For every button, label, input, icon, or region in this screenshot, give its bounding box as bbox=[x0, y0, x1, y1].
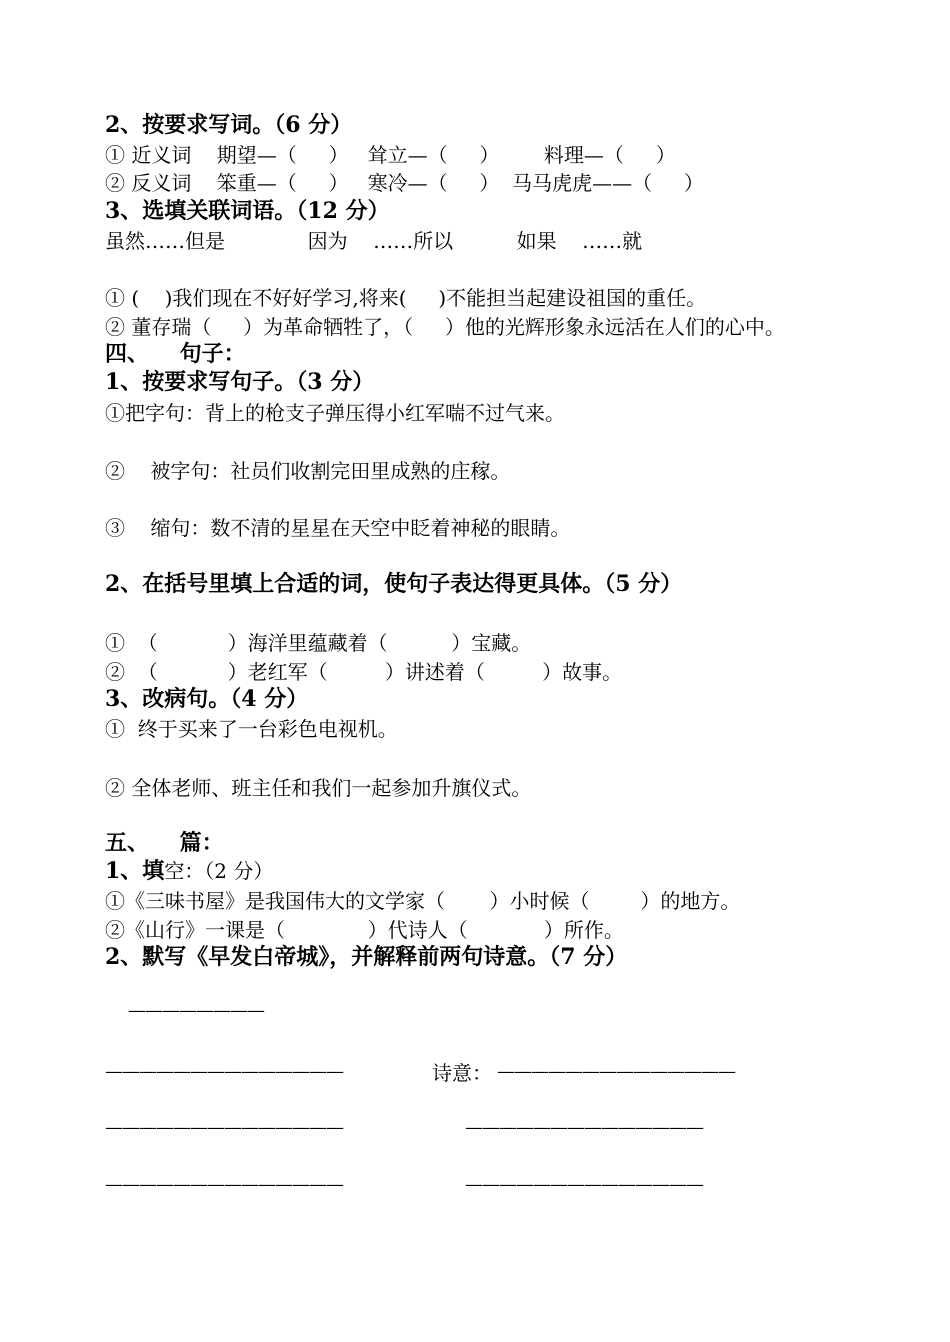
section-heading: 2、默写《早发白帝城》，并解释前两句诗意。（7 分） bbox=[105, 944, 628, 970]
part-heading: 五、 篇： bbox=[105, 830, 224, 856]
section-heading-text: 空：（2 分） bbox=[164, 859, 274, 883]
question-item: ② 董存瑞（ ）为革命牺牲了，（ ）他的光辉形象永远活在人们的心中。 bbox=[105, 315, 785, 339]
question-item: ② 全体老师、班主任和我们一起参加升旗仪式。 bbox=[105, 776, 532, 800]
section-heading bbox=[105, 858, 273, 884]
question-item: ② 被字句：社员们收割完田里成熟的庄稼。 bbox=[105, 459, 511, 483]
meaning-blank: —————————————— bbox=[497, 1061, 735, 1082]
poem-line-blank: —————————————— bbox=[105, 1061, 343, 1082]
conjunction-options: 虽然……但是 因为 ……所以 如果 ……就 bbox=[105, 229, 643, 253]
meaning-blank: —————————————— bbox=[465, 1117, 703, 1138]
section-heading-number: 1、填 bbox=[105, 858, 165, 884]
question-item: ① ( )我们现在不好好学习,将来( )不能担当起建设祖国的重任。 bbox=[105, 286, 707, 310]
question-item: ① 终于买来了一台彩色电视机。 bbox=[105, 717, 398, 741]
question-item: ③ 缩句：数不清的星星在天空中眨着神秘的眼睛。 bbox=[105, 516, 571, 540]
question-item: ② （ ）老红军（ ）讲述着（ ）故事。 bbox=[105, 660, 623, 684]
section-heading: 3、选填关联词语。（12 分） bbox=[105, 198, 390, 224]
part-heading: 四、 句子： bbox=[105, 341, 246, 367]
question-item: ①把字句：背上的枪支子弹压得小红军喘不过气来。 bbox=[105, 401, 565, 425]
meaning-label: 诗意： bbox=[432, 1061, 492, 1085]
section-heading: 2、在括号里填上合适的词，使句子表达得更具体。（5 分） bbox=[105, 571, 683, 597]
poem-title-blank: ———————— bbox=[128, 1000, 264, 1021]
question-item: ①《三味书屋》是我国伟大的文学家（ ）小时候（ ）的地方。 bbox=[105, 889, 741, 913]
antonym-line: ② 反义词 笨重—（ ） 寒冷—（ ） 马马虎虎——（ ） bbox=[105, 171, 704, 195]
section-heading: 2、按要求写词。（6 分） bbox=[105, 112, 353, 138]
question-item: ① （ ）海洋里蕴藏着（ ）宝藏。 bbox=[105, 631, 532, 655]
section-heading: 1、按要求写句子。（3 分） bbox=[105, 369, 375, 395]
section-heading: 3、改病句。（4 分） bbox=[105, 686, 309, 712]
meaning-blank: —————————————— bbox=[465, 1174, 703, 1195]
synonym-line: ① 近义词 期望—（ ） 耸立—（ ） 料理—（ ） bbox=[105, 143, 676, 167]
poem-line-blank: —————————————— bbox=[105, 1117, 343, 1138]
poem-line-blank: —————————————— bbox=[105, 1174, 343, 1195]
question-item: ②《山行》一课是（ ）代诗人（ ）所作。 bbox=[105, 918, 624, 942]
